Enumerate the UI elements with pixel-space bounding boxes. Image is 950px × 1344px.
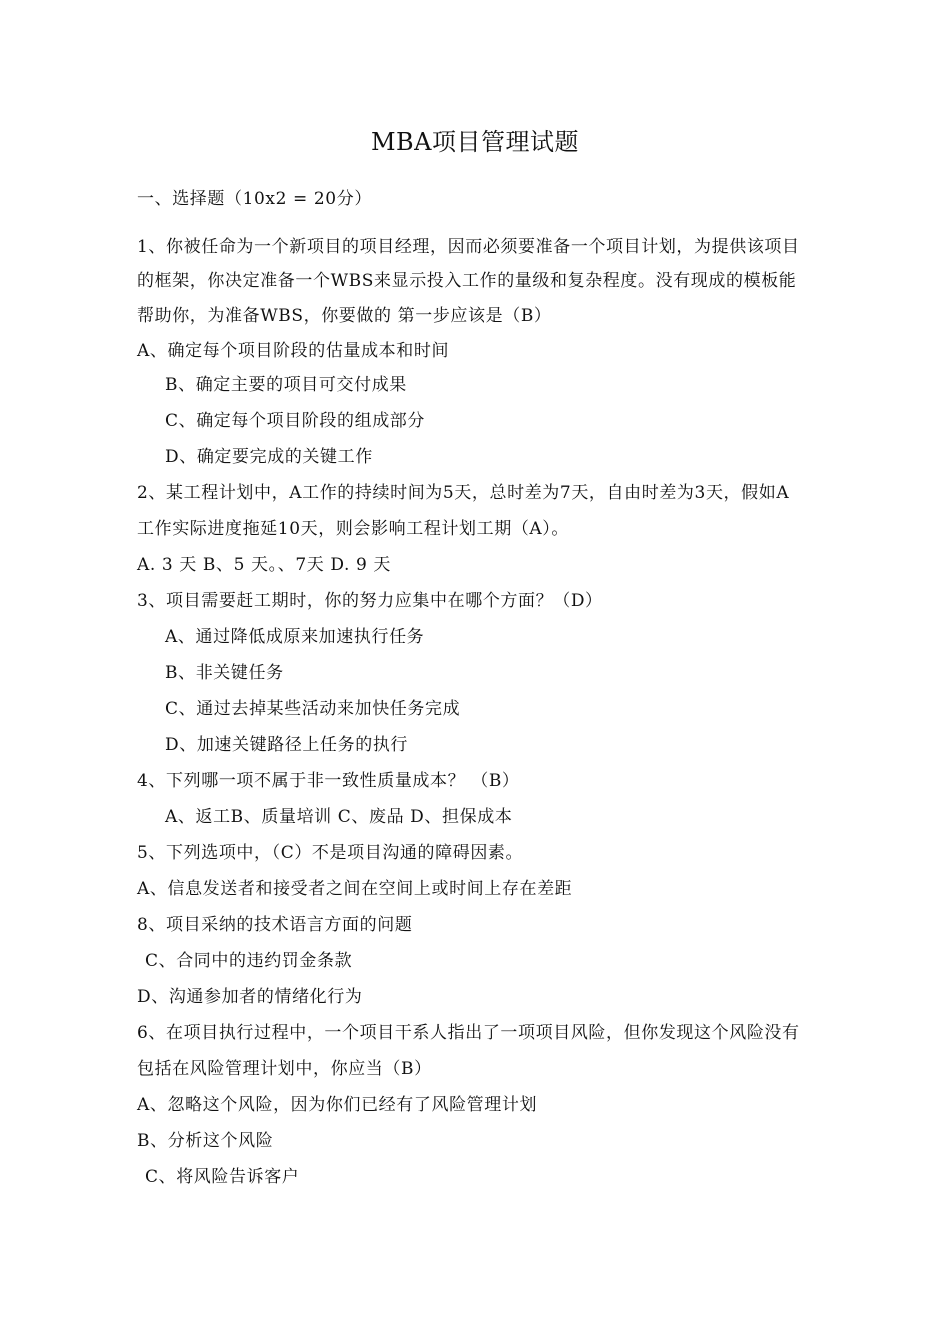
q5-line-1: 5、下列选项中，（C）不是项目沟通的障碍因素。 — [137, 843, 524, 863]
q1-option-c: C、确定每个项目阶段的组成部分 — [165, 411, 426, 431]
section-heading: 一、选择题（10x2 = 20分） — [137, 189, 372, 209]
q4-line-1: 4、下列哪一项不属于非一致性质量成本？ （B） — [137, 771, 520, 791]
q3-line-1: 3、项目需要赶工期时，你的努力应集中在哪个方面？（D） — [137, 591, 603, 611]
q1-line-2: 的框架，你决定准备一个WBS来显示投入工作的量级和复杂程度。没有现成的模板能 — [137, 271, 797, 291]
q2-line-1: 2、某工程计划中，A工作的持续时间为5天，总时差为7天，自由时差为3天，假如A — [137, 483, 790, 503]
q3-option-b: B、非关键任务 — [165, 663, 284, 683]
q1-option-d: D、确定要完成的关键工作 — [165, 447, 373, 467]
q1-option-a: A、确定每个项目阶段的估量成本和时间 — [137, 341, 450, 361]
q6-option-c: C、将风险告诉客户 — [145, 1167, 300, 1187]
q3-option-c: C、通过去掉某些活动来加快任务完成 — [165, 699, 461, 719]
q5-option-c: C、合同中的违约罚金条款 — [145, 951, 353, 971]
q3-option-d: D、加速关键路径上任务的执行 — [165, 735, 409, 755]
q5-option-b: 8、项目采纳的技术语言方面的问题 — [137, 915, 413, 935]
q1-option-b: B、确定主要的项目可交付成果 — [165, 375, 407, 395]
document-title: MBA项目管理试题 — [370, 128, 580, 156]
q6-line-2: 包括在风险管理计划中，你应当（B） — [137, 1059, 432, 1079]
q4-options: A、返工B、质量培训 C、废品 D、担保成本 — [165, 807, 513, 827]
q3-option-a: A、通过降低成原来加速执行任务 — [165, 627, 425, 647]
q1-line-1: 1、你被任命为一个新项目的项目经理，因而必须要准备一个项目计划，为提供该项目 — [137, 237, 800, 257]
q6-option-a: A、忽略这个风险，因为你们已经有了风险管理计划 — [137, 1095, 538, 1115]
q5-option-d: D、沟通参加者的情绪化行为 — [137, 987, 363, 1007]
q5-option-a: A、信息发送者和接受者之间在空间上或时间上存在差距 — [137, 879, 573, 899]
q2-line-2: 工作实际进度拖延10天，则会影响工程计划工期（A）。 — [137, 519, 570, 539]
q6-option-b: B、分析这个风险 — [137, 1131, 274, 1151]
q6-line-1: 6、在项目执行过程中，一个项目干系人指出了一项项目风险，但你发现这个风险没有 — [137, 1023, 800, 1043]
q2-options: A. 3 天 B、5 天。、7天 D. 9 天 — [137, 555, 391, 575]
q1-line-3: 帮助你，为准备WBS，你要做的 第一步应该是（B） — [137, 306, 552, 326]
